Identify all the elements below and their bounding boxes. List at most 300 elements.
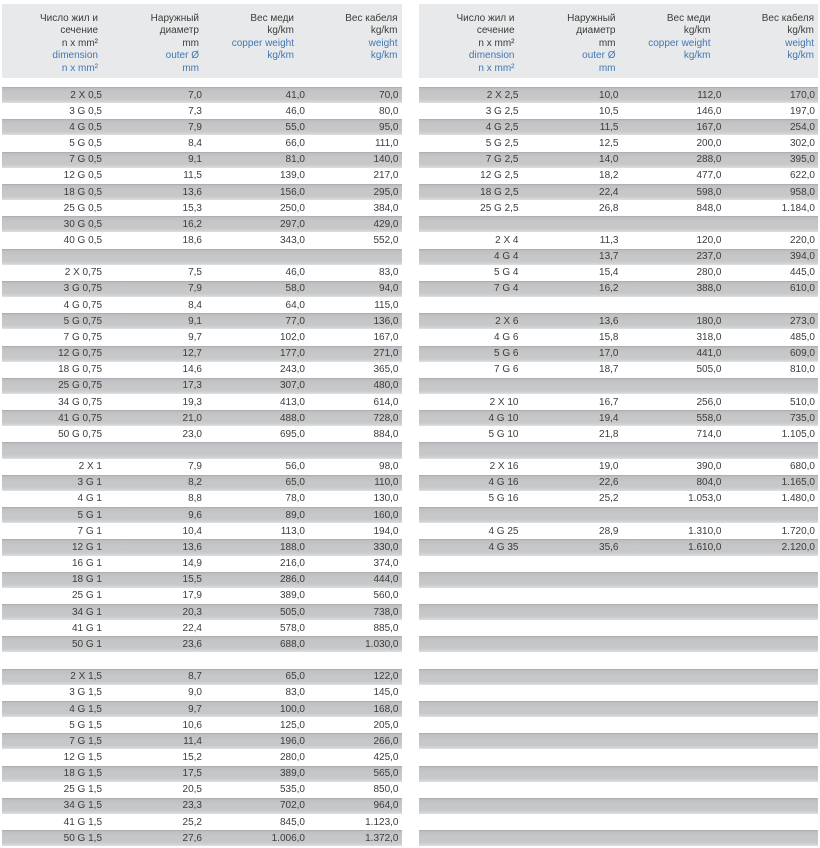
header-line-ru: сечение bbox=[476, 25, 515, 37]
cell-dimension: 2 X 2,5 bbox=[486, 89, 519, 101]
cell-copper-weight: 237,0 bbox=[696, 251, 722, 263]
separator-row bbox=[419, 556, 819, 572]
header-line-en: dimension bbox=[52, 50, 98, 62]
table-row bbox=[419, 523, 819, 539]
cell-outer-diameter: 8,4 bbox=[188, 138, 202, 150]
header-line-en: copper weight bbox=[231, 37, 294, 49]
cell-cable-weight: 111,0 bbox=[374, 138, 399, 150]
cell-copper-weight: 58,0 bbox=[285, 283, 305, 295]
cell-outer-diameter: 13,6 bbox=[182, 186, 202, 198]
cell-dimension: 4 G 25 bbox=[488, 525, 519, 537]
table-row bbox=[2, 313, 402, 329]
separator-row bbox=[419, 620, 819, 636]
separator-row bbox=[419, 766, 819, 782]
header-line-ru: n x mm² bbox=[478, 37, 515, 49]
table-row bbox=[419, 426, 819, 442]
table-row bbox=[419, 119, 819, 135]
separator-row bbox=[419, 782, 819, 798]
header-line-en: dimension bbox=[468, 50, 515, 62]
cell-cable-weight: 168,0 bbox=[373, 703, 399, 715]
cell-copper-weight: 125,0 bbox=[279, 719, 305, 731]
table-row bbox=[2, 459, 402, 475]
separator-row bbox=[419, 669, 819, 685]
cell-dimension: 2 X 16 bbox=[489, 461, 519, 473]
separator-row bbox=[419, 830, 819, 846]
cell-copper-weight: 695,0 bbox=[279, 428, 305, 440]
header-line-en: weight bbox=[368, 37, 398, 49]
cell-copper-weight: 139,0 bbox=[279, 170, 305, 182]
cell-copper-weight: 714,0 bbox=[696, 428, 722, 440]
cell-outer-diameter: 12,5 bbox=[599, 138, 619, 150]
cell-cable-weight: 609,0 bbox=[789, 348, 815, 360]
cell-dimension: 2 X 4 bbox=[495, 234, 519, 246]
cell-dimension: 5 G 10 bbox=[488, 428, 519, 440]
cell-cable-weight: 95,0 bbox=[379, 121, 399, 133]
table-body bbox=[419, 87, 819, 846]
cell-dimension: 4 G 35 bbox=[488, 541, 519, 553]
cell-copper-weight: 845,0 bbox=[279, 816, 305, 828]
cell-cable-weight: 122,0 bbox=[373, 671, 399, 683]
cell-copper-weight: 558,0 bbox=[696, 412, 722, 424]
cell-copper-weight: 390,0 bbox=[696, 461, 722, 473]
cell-dimension: 7 G 6 bbox=[494, 364, 519, 376]
cell-copper-weight: 413,0 bbox=[279, 396, 305, 408]
table-header bbox=[419, 4, 819, 78]
cell-cable-weight: 160,0 bbox=[373, 509, 399, 521]
cell-copper-weight: 65,0 bbox=[285, 671, 305, 683]
cell-outer-diameter: 17,9 bbox=[182, 590, 202, 602]
table-row bbox=[2, 830, 402, 846]
cell-dimension: 50 G 0,75 bbox=[58, 428, 102, 440]
table-row bbox=[2, 394, 402, 410]
cell-cable-weight: 130,0 bbox=[373, 493, 399, 505]
cell-dimension: 5 G 0,75 bbox=[63, 315, 102, 327]
table-row bbox=[2, 135, 402, 151]
cell-dimension: 34 G 1 bbox=[71, 606, 102, 618]
header-cable-weight bbox=[725, 13, 819, 78]
cell-cable-weight: 560,0 bbox=[373, 590, 399, 602]
header-line-en: copper weight bbox=[648, 37, 711, 49]
cell-cable-weight: 850,0 bbox=[373, 784, 399, 796]
cell-copper-weight: 81,0 bbox=[285, 154, 305, 166]
table-row bbox=[2, 168, 402, 184]
cell-cable-weight: 1.372,0 bbox=[365, 832, 399, 844]
cell-cable-weight: 480,0 bbox=[373, 380, 399, 392]
cell-dimension: 5 G 4 bbox=[494, 267, 519, 279]
cell-outer-diameter: 8,2 bbox=[188, 477, 202, 489]
cell-cable-weight: 94,0 bbox=[379, 283, 399, 295]
separator-row bbox=[419, 588, 819, 604]
cell-cable-weight: 395,0 bbox=[789, 154, 815, 166]
table-row bbox=[419, 232, 819, 248]
cell-dimension: 5 G 0,5 bbox=[69, 138, 102, 150]
table-row bbox=[2, 426, 402, 442]
cell-copper-weight: 65,0 bbox=[285, 477, 305, 489]
separator-row bbox=[419, 297, 819, 313]
cell-copper-weight: 297,0 bbox=[279, 218, 305, 230]
cell-dimension: 12 G 1,5 bbox=[63, 751, 102, 763]
table-row bbox=[419, 281, 819, 297]
cell-outer-diameter: 22,4 bbox=[182, 622, 202, 634]
cell-outer-diameter: 7,9 bbox=[188, 461, 202, 473]
table-row bbox=[2, 782, 402, 798]
cell-copper-weight: 1.310,0 bbox=[688, 525, 722, 537]
cell-copper-weight: 113,0 bbox=[280, 525, 305, 537]
cell-outer-diameter: 11,5 bbox=[599, 121, 619, 133]
cell-dimension: 2 X 0,75 bbox=[64, 267, 102, 279]
cell-cable-weight: 485,0 bbox=[789, 331, 815, 343]
header-line-ru: Вес кабеля bbox=[761, 13, 814, 24]
cell-outer-diameter: 7,0 bbox=[188, 89, 202, 101]
cell-outer-diameter: 27,6 bbox=[182, 832, 202, 844]
table-row bbox=[2, 749, 402, 765]
cell-copper-weight: 250,0 bbox=[279, 202, 305, 214]
cell-copper-weight: 100,0 bbox=[279, 703, 305, 715]
separator-row bbox=[419, 216, 819, 232]
cell-cable-weight: 70,0 bbox=[379, 89, 399, 101]
header-line-en: kg/km bbox=[370, 50, 398, 62]
cell-cable-weight: 83,0 bbox=[379, 267, 399, 279]
cell-outer-diameter: 18,2 bbox=[599, 170, 619, 182]
header-line-en: n x mm² bbox=[478, 62, 515, 74]
header-copper-weight bbox=[205, 13, 308, 78]
separator-row bbox=[419, 636, 819, 652]
cell-copper-weight: 55,0 bbox=[285, 121, 305, 133]
cell-cable-weight: 254,0 bbox=[789, 121, 815, 133]
cell-copper-weight: 102,0 bbox=[279, 331, 305, 343]
cell-cable-weight: 273,0 bbox=[789, 315, 815, 327]
cell-copper-weight: 200,0 bbox=[696, 138, 722, 150]
cell-copper-weight: 535,0 bbox=[279, 784, 305, 796]
cell-copper-weight: 89,0 bbox=[285, 509, 305, 521]
separator-row bbox=[419, 798, 819, 814]
cell-outer-diameter: 22,4 bbox=[599, 186, 619, 198]
cell-dimension: 34 G 1,5 bbox=[63, 800, 102, 812]
cell-dimension: 50 G 1 bbox=[71, 638, 102, 650]
header-line-ru: kg/km bbox=[267, 25, 294, 37]
cell-outer-diameter: 21,0 bbox=[182, 412, 202, 424]
cell-copper-weight: 167,0 bbox=[696, 121, 722, 133]
cell-copper-weight: 83,0 bbox=[285, 687, 305, 699]
cell-outer-diameter: 23,0 bbox=[182, 428, 202, 440]
table-row bbox=[2, 329, 402, 345]
cell-cable-weight: 1.720,0 bbox=[781, 525, 815, 537]
cell-outer-diameter: 14,6 bbox=[182, 364, 202, 376]
cell-dimension: 3 G 0,75 bbox=[63, 283, 102, 295]
cell-dimension: 3 G 2,5 bbox=[485, 105, 519, 117]
separator-row bbox=[419, 652, 819, 668]
cell-cable-weight: 445,0 bbox=[789, 267, 815, 279]
table-row bbox=[2, 717, 402, 733]
cell-cable-weight: 220,0 bbox=[789, 234, 815, 246]
table-row bbox=[2, 572, 402, 588]
cell-copper-weight: 505,0 bbox=[279, 606, 305, 618]
table-row bbox=[2, 766, 402, 782]
cell-dimension: 3 G 1,5 bbox=[69, 687, 102, 699]
cell-outer-diameter: 8,8 bbox=[188, 493, 202, 505]
cell-copper-weight: 388,0 bbox=[696, 283, 722, 295]
cell-outer-diameter: 9,1 bbox=[188, 315, 202, 327]
cell-cable-weight: 115,0 bbox=[374, 299, 399, 311]
separator-row bbox=[419, 749, 819, 765]
cell-dimension: 5 G 16 bbox=[488, 493, 519, 505]
header-line-en: outer Ø bbox=[165, 50, 199, 62]
table-row bbox=[2, 103, 402, 119]
cell-dimension: 40 G 0,5 bbox=[63, 234, 102, 246]
cell-cable-weight: 444,0 bbox=[373, 574, 399, 586]
table-row bbox=[2, 378, 402, 394]
cell-copper-weight: 1.053,0 bbox=[688, 493, 722, 505]
table-row bbox=[419, 249, 819, 265]
header-dimension bbox=[419, 13, 522, 78]
cell-dimension: 41 G 1,5 bbox=[63, 816, 102, 828]
header-line-ru: kg/km bbox=[683, 25, 711, 37]
cell-dimension: 3 G 1 bbox=[77, 477, 102, 489]
table-row bbox=[2, 798, 402, 814]
cell-copper-weight: 1.006,0 bbox=[271, 832, 305, 844]
header-line-en: mm bbox=[598, 62, 616, 74]
table-row bbox=[2, 685, 402, 701]
header-line-ru: n x mm² bbox=[61, 37, 98, 49]
cell-cable-weight: 194,0 bbox=[373, 525, 399, 537]
table-row bbox=[2, 523, 402, 539]
cell-cable-weight: 735,0 bbox=[789, 412, 815, 424]
cell-copper-weight: 146,0 bbox=[696, 105, 722, 117]
cell-outer-diameter: 8,7 bbox=[188, 671, 202, 683]
cell-outer-diameter: 13,6 bbox=[599, 315, 619, 327]
cell-cable-weight: 167,0 bbox=[373, 331, 399, 343]
cell-outer-diameter: 9,7 bbox=[188, 331, 202, 343]
cell-cable-weight: 429,0 bbox=[373, 218, 399, 230]
header-line-ru: Вес меди bbox=[666, 13, 711, 24]
cell-cable-weight: 622,0 bbox=[789, 170, 815, 182]
separator-row bbox=[2, 442, 402, 458]
cell-cable-weight: 110,0 bbox=[374, 477, 399, 489]
cell-cable-weight: 610,0 bbox=[789, 283, 815, 295]
cell-cable-weight: 217,0 bbox=[373, 170, 399, 182]
cell-dimension: 7 G 1 bbox=[77, 525, 102, 537]
cell-dimension: 18 G 0,75 bbox=[58, 364, 102, 376]
table-row bbox=[419, 103, 819, 119]
cell-copper-weight: 46,0 bbox=[285, 267, 305, 279]
cell-cable-weight: 271,0 bbox=[373, 348, 399, 360]
cell-copper-weight: 280,0 bbox=[279, 751, 305, 763]
table-row bbox=[2, 346, 402, 362]
header-outer-diameter bbox=[105, 13, 205, 78]
cell-dimension: 25 G 1 bbox=[71, 590, 102, 602]
table-row bbox=[2, 636, 402, 652]
cell-cable-weight: 136,0 bbox=[373, 315, 399, 327]
separator-row bbox=[419, 442, 819, 458]
cell-outer-diameter: 9,6 bbox=[188, 509, 202, 521]
cell-dimension: 4 G 6 bbox=[494, 331, 519, 343]
cell-copper-weight: 180,0 bbox=[696, 315, 722, 327]
cell-copper-weight: 288,0 bbox=[696, 154, 722, 166]
cell-dimension: 4 G 1 bbox=[77, 493, 102, 505]
cell-cable-weight: 510,0 bbox=[789, 396, 815, 408]
cell-copper-weight: 318,0 bbox=[696, 331, 722, 343]
table-row bbox=[419, 459, 819, 475]
cable-spec-table-left bbox=[2, 4, 402, 848]
cell-cable-weight: 140,0 bbox=[373, 154, 399, 166]
cell-outer-diameter: 22,6 bbox=[599, 477, 619, 489]
table-row bbox=[2, 491, 402, 507]
cell-cable-weight: 958,0 bbox=[789, 186, 815, 198]
table-row bbox=[419, 135, 819, 151]
header-dimension bbox=[2, 13, 105, 78]
header-line-ru: mm bbox=[182, 37, 199, 49]
cell-dimension: 7 G 1,5 bbox=[69, 735, 102, 747]
cell-copper-weight: 688,0 bbox=[279, 638, 305, 650]
cell-cable-weight: 266,0 bbox=[373, 735, 399, 747]
table-row bbox=[2, 814, 402, 830]
cell-cable-weight: 2.120,0 bbox=[781, 541, 815, 553]
header-line-ru: Наружный bbox=[150, 13, 199, 24]
separator-row bbox=[419, 814, 819, 830]
table-row bbox=[2, 184, 402, 200]
cell-outer-diameter: 10,0 bbox=[599, 89, 619, 101]
cell-copper-weight: 441,0 bbox=[696, 348, 722, 360]
cell-cable-weight: 552,0 bbox=[373, 234, 399, 246]
cell-outer-diameter: 19,3 bbox=[182, 396, 202, 408]
table-row bbox=[2, 297, 402, 313]
cell-cable-weight: 384,0 bbox=[373, 202, 399, 214]
cell-copper-weight: 488,0 bbox=[279, 412, 305, 424]
table-row bbox=[2, 539, 402, 555]
table-row bbox=[2, 232, 402, 248]
cell-dimension: 4 G 2,5 bbox=[485, 121, 519, 133]
cell-copper-weight: 41,0 bbox=[285, 89, 305, 101]
cell-outer-diameter: 11,3 bbox=[599, 234, 619, 246]
cell-outer-diameter: 19,4 bbox=[599, 412, 619, 424]
table-row bbox=[2, 507, 402, 523]
cell-dimension: 5 G 2,5 bbox=[485, 138, 519, 150]
cell-dimension: 18 G 0,5 bbox=[63, 186, 102, 198]
cell-copper-weight: 78,0 bbox=[285, 493, 305, 505]
cell-dimension: 18 G 1 bbox=[71, 574, 102, 586]
cell-outer-diameter: 15,8 bbox=[599, 331, 619, 343]
cell-copper-weight: 188,0 bbox=[279, 541, 305, 553]
cell-cable-weight: 205,0 bbox=[373, 719, 399, 731]
table-row bbox=[419, 87, 819, 103]
header-line-ru: Вес меди bbox=[250, 13, 294, 24]
table-row bbox=[2, 620, 402, 636]
cell-dimension: 4 G 1,5 bbox=[69, 703, 102, 715]
table-row bbox=[2, 588, 402, 604]
table-row bbox=[2, 216, 402, 232]
cell-dimension: 25 G 1,5 bbox=[63, 784, 102, 796]
header-line-ru: kg/km bbox=[787, 25, 814, 37]
cell-cable-weight: 1.480,0 bbox=[781, 493, 815, 505]
cell-dimension: 5 G 6 bbox=[494, 348, 519, 360]
header-line-ru: сечение bbox=[60, 25, 98, 37]
cell-outer-diameter: 18,6 bbox=[182, 234, 202, 246]
header-line-ru: mm bbox=[598, 37, 616, 49]
cell-cable-weight: 1.105,0 bbox=[781, 428, 815, 440]
cell-cable-weight: 302,0 bbox=[789, 138, 815, 150]
header-line-en: weight bbox=[785, 37, 814, 49]
table-body bbox=[2, 87, 402, 846]
cell-dimension: 5 G 1 bbox=[77, 509, 102, 521]
cell-outer-diameter: 11,5 bbox=[183, 170, 202, 182]
cell-outer-diameter: 8,4 bbox=[188, 299, 202, 311]
table-row bbox=[419, 362, 819, 378]
header-copper-weight bbox=[622, 13, 725, 78]
cell-cable-weight: 295,0 bbox=[373, 186, 399, 198]
cell-cable-weight: 885,0 bbox=[373, 622, 399, 634]
header-cable-weight bbox=[308, 13, 402, 78]
cell-cable-weight: 680,0 bbox=[789, 461, 815, 473]
cell-dimension: 12 G 0,75 bbox=[58, 348, 102, 360]
cell-dimension: 2 X 1 bbox=[78, 461, 102, 473]
table-row bbox=[419, 346, 819, 362]
cell-copper-weight: 389,0 bbox=[279, 768, 305, 780]
table-row bbox=[419, 539, 819, 555]
header-line-ru: диаметр bbox=[159, 25, 199, 37]
cell-copper-weight: 1.610,0 bbox=[688, 541, 722, 553]
separator-row bbox=[419, 507, 819, 523]
cell-outer-diameter: 16,2 bbox=[599, 283, 619, 295]
cell-dimension: 4 G 0,75 bbox=[63, 299, 102, 311]
separator-row bbox=[419, 685, 819, 701]
separator-row bbox=[419, 701, 819, 717]
table-row bbox=[419, 184, 819, 200]
cell-copper-weight: 112,0 bbox=[697, 89, 722, 101]
cell-copper-weight: 46,0 bbox=[285, 105, 305, 117]
cell-cable-weight: 614,0 bbox=[373, 396, 399, 408]
table-row bbox=[419, 265, 819, 281]
header-line-en: kg/km bbox=[787, 50, 814, 62]
cell-cable-weight: 374,0 bbox=[373, 558, 399, 570]
cell-outer-diameter: 14,9 bbox=[182, 558, 202, 570]
cell-copper-weight: 578,0 bbox=[279, 622, 305, 634]
table-row bbox=[2, 669, 402, 685]
cell-copper-weight: 243,0 bbox=[279, 364, 305, 376]
table-row bbox=[2, 87, 402, 103]
cell-cable-weight: 197,0 bbox=[789, 105, 815, 117]
header-line-ru: Наружный bbox=[567, 13, 616, 24]
cell-cable-weight: 1.165,0 bbox=[781, 477, 815, 489]
cell-copper-weight: 598,0 bbox=[696, 186, 722, 198]
cell-outer-diameter: 13,7 bbox=[599, 251, 619, 263]
cell-dimension: 41 G 1 bbox=[71, 622, 102, 634]
cell-dimension: 16 G 1 bbox=[71, 558, 102, 570]
cell-cable-weight: 80,0 bbox=[379, 105, 399, 117]
table-row bbox=[2, 701, 402, 717]
cell-dimension: 18 G 1,5 bbox=[63, 768, 102, 780]
table-row bbox=[419, 152, 819, 168]
cell-outer-diameter: 25,2 bbox=[182, 816, 202, 828]
cell-outer-diameter: 20,3 bbox=[182, 606, 202, 618]
cell-outer-diameter: 18,7 bbox=[599, 364, 619, 376]
table-header bbox=[2, 4, 402, 78]
header-outer-diameter bbox=[522, 13, 622, 78]
cell-cable-weight: 1.030,0 bbox=[365, 638, 399, 650]
cell-cable-weight: 365,0 bbox=[373, 364, 399, 376]
cell-outer-diameter: 12,7 bbox=[182, 348, 202, 360]
cell-outer-diameter: 7,5 bbox=[188, 267, 202, 279]
separator-row bbox=[419, 733, 819, 749]
cell-outer-diameter: 16,7 bbox=[599, 396, 619, 408]
separator-row bbox=[2, 652, 402, 668]
cell-outer-diameter: 9,1 bbox=[188, 154, 202, 166]
cell-copper-weight: 477,0 bbox=[696, 170, 722, 182]
cell-copper-weight: 216,0 bbox=[279, 558, 305, 570]
table-row bbox=[2, 152, 402, 168]
table-row bbox=[2, 604, 402, 620]
header-line-en: n x mm² bbox=[61, 62, 98, 74]
cell-cable-weight: 964,0 bbox=[373, 800, 399, 812]
